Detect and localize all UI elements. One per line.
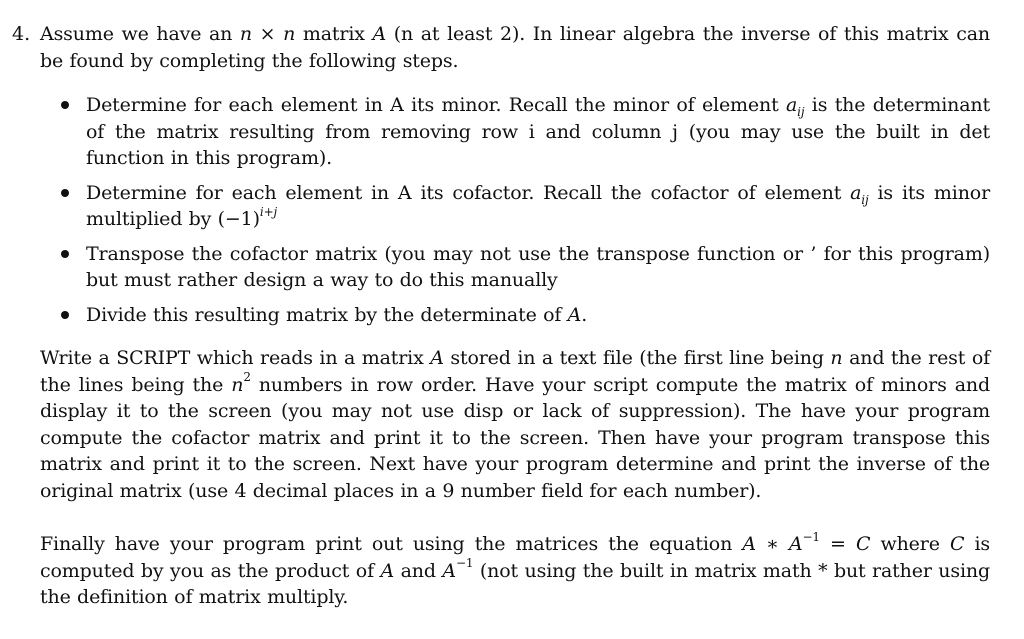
bullet-icon [61, 250, 69, 258]
list-item: Divide this resulting matrix by the determinate of A. [57, 302, 990, 329]
question-number: 4. [12, 23, 31, 45]
bullet-icon [61, 189, 69, 197]
list-item: Transpose the cofactor matrix (you may not use the transpose function or ’ for this program) but must rather design a way to do this manually [57, 241, 990, 294]
final-paragraph: Finally have your program print out using the matrices the equation A ∗ $A^{-1} = C$ where C is computed by you as the product of A and $A^{-1}$ (not using the built in matrix math * but rather using the definition of matrix multiply. [40, 529, 990, 608]
script-paragraph: Write a SCRIPT which reads in a matrix A stored in a text file (the first line being n and the rest of the lines being the $n^2$ numbers in row order. Have your script compute the matrix of minors and display it to the screen (you may not use disp or lack of suppression). The have your program compute the cofactor matrix and print it to the screen. Then have your program transpose this matrix and print it to the screen. Next have your program determine and print the inverse of the original matrix (use 4 decimal places in a 9 number field for each number). [40, 347, 990, 502]
bullet-icon [61, 101, 69, 109]
question-intro: Assume we have an n × n matrix A (n at least 2). In linear algebra the inverse of this matrix can be found by completing the following steps. [40, 23, 991, 72]
steps-list [57, 92, 990, 336]
list-item: Determine for each element in A its minor. Recall the minor of element $a_{ij}$ is the determinant of the matrix resulting from removing row i and column j (you may use the built in det function in this program). [57, 92, 990, 172]
bullet-icon [61, 311, 69, 319]
list-item: Determine for each element in A its cofactor. Recall the cofactor of element $a_{ij}$ is its minor multiplied by $(-1)^{i+j}$ [57, 180, 990, 233]
